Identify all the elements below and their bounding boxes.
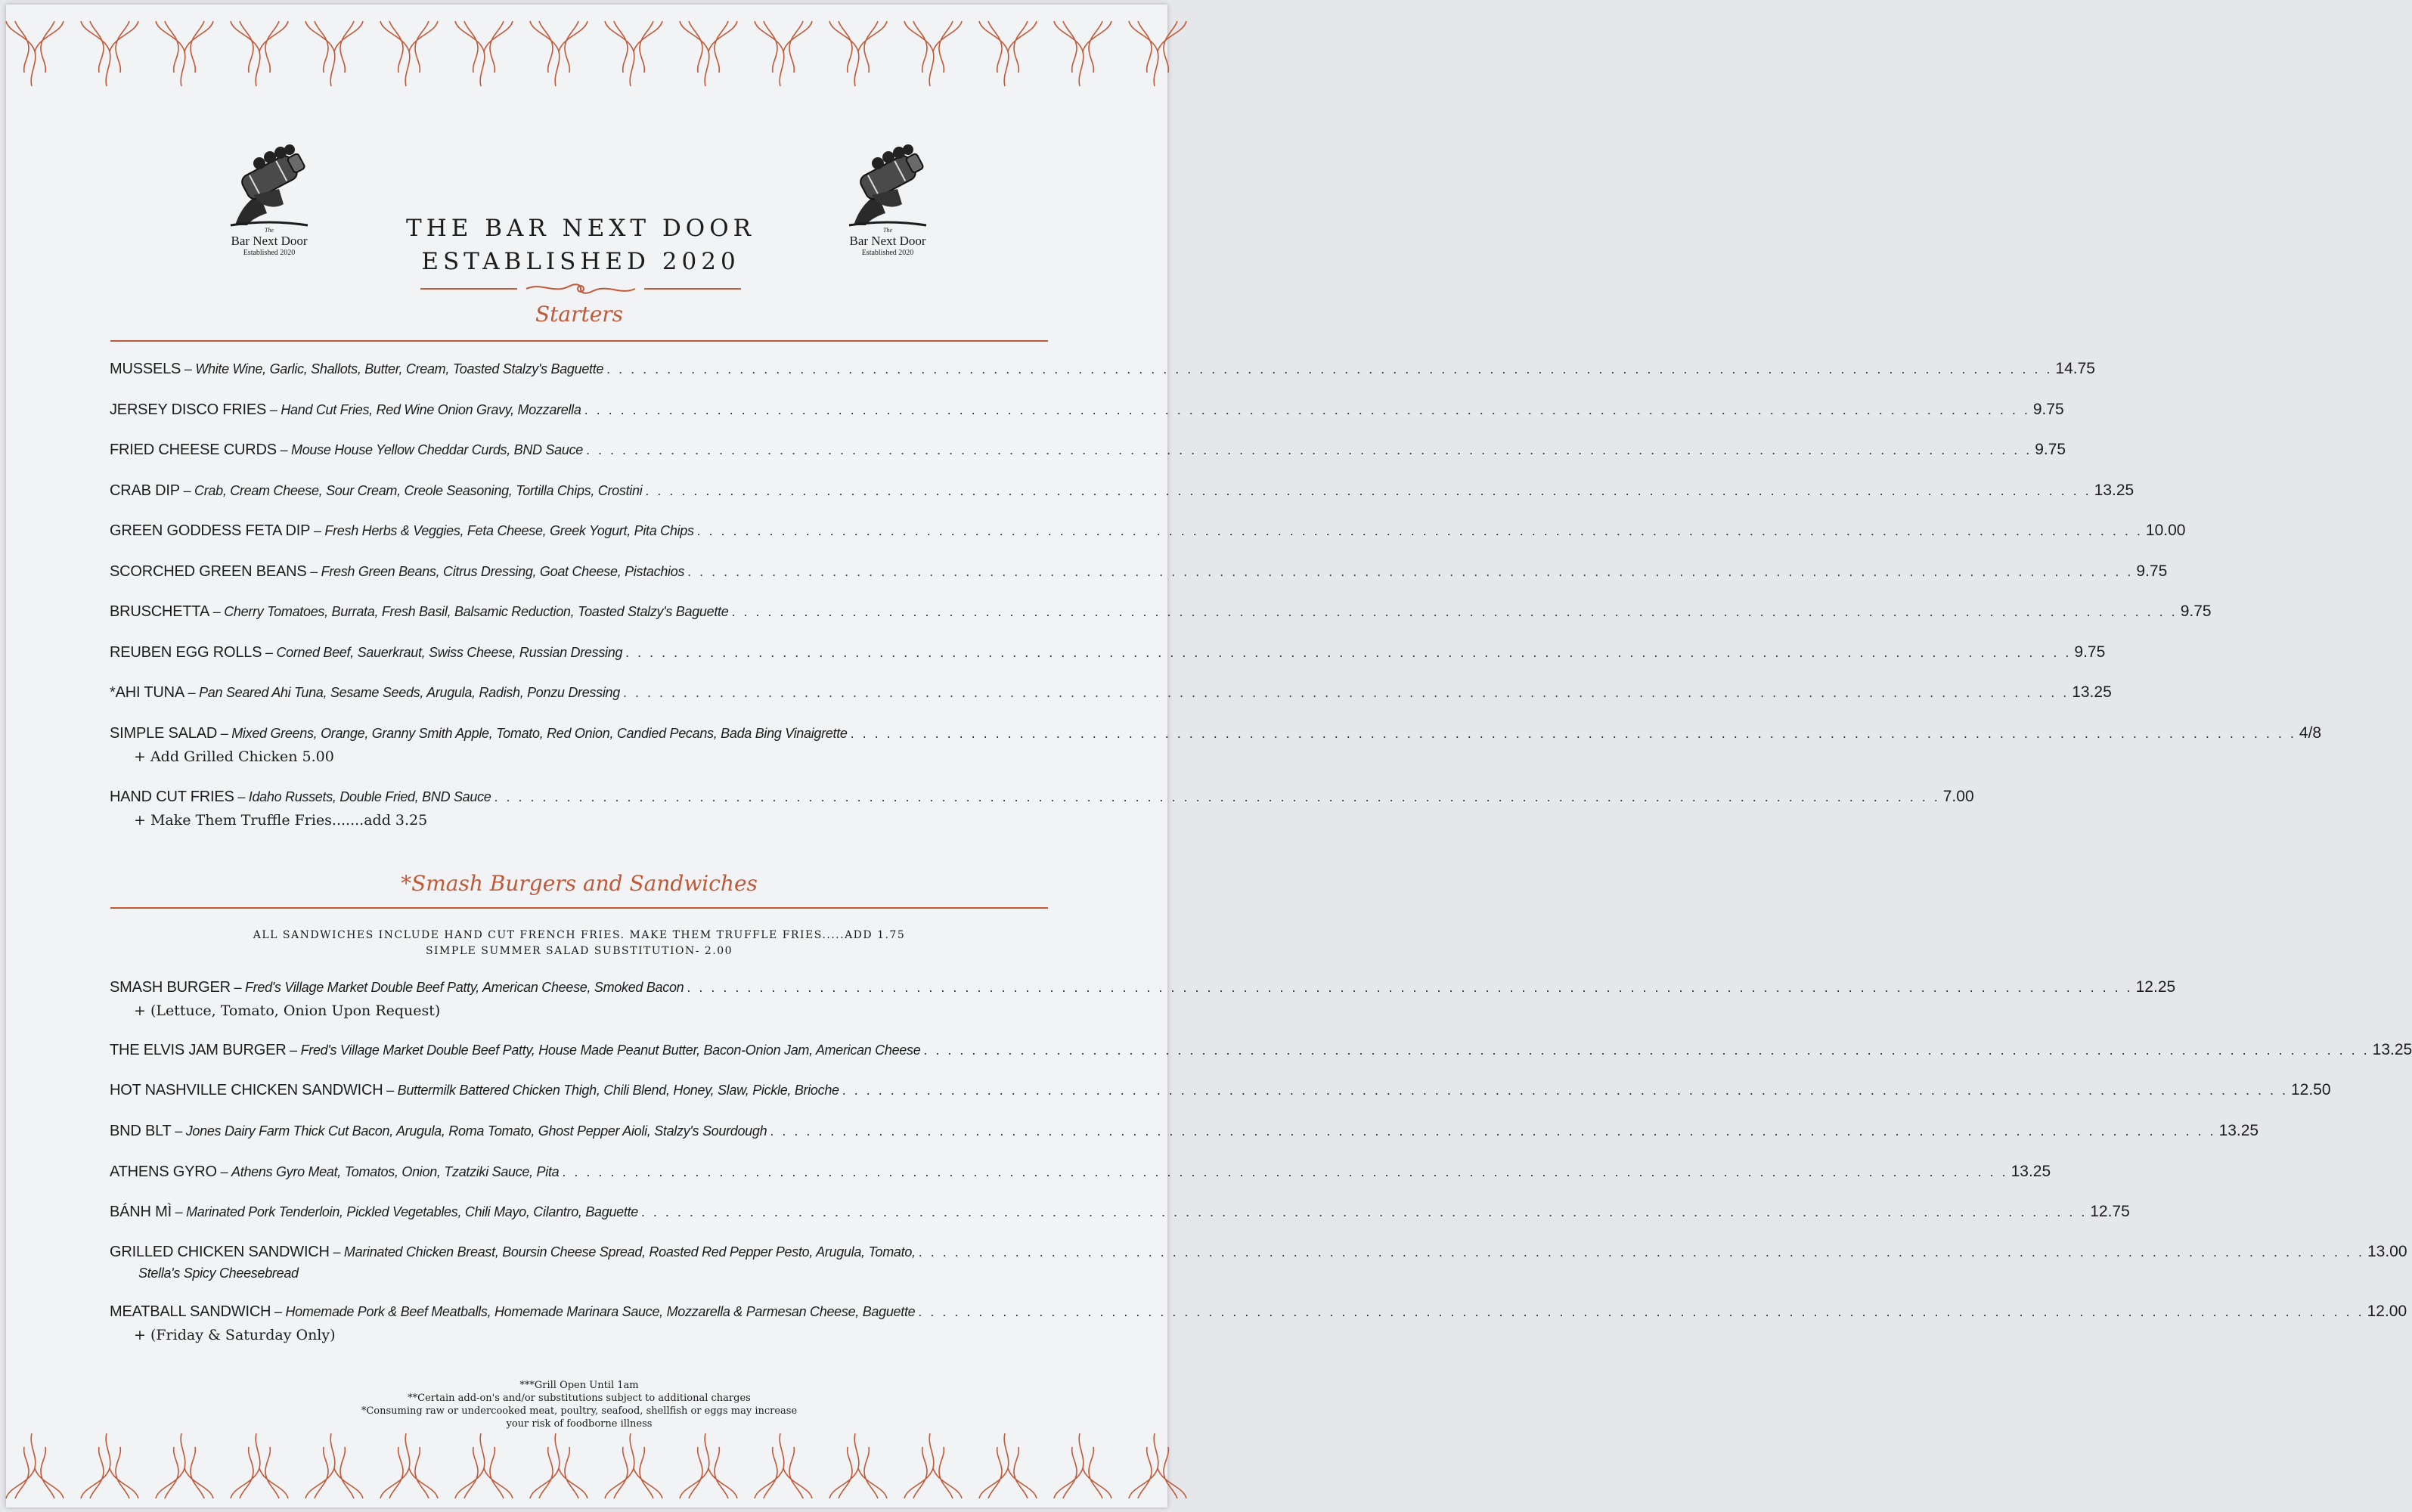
menu-item-price: 9.75 xyxy=(2035,441,2066,458)
section-title-starters: Starters xyxy=(535,302,624,327)
dot-leader: . . . . . . . . . . . . . . . . . . . . . . . . . . . . . . . . . . . . . . . . . . . . . . . . . . . . . . . . . . . . . . . . . . . . . . . . . . . . . . . . . . . . . . . . . . . . . . . . . . . . . . . . . . . . . . . . . . . . . . . . xyxy=(918,1244,2364,1259)
menu-item-name: SMASH BURGER xyxy=(110,979,231,996)
menu-item-description: Marinated Chicken Breast, Boursin Cheese Spread, Roasted Red Pepper Pesto, Arugula, Tomato, xyxy=(343,1244,916,1259)
logo-right xyxy=(831,141,944,269)
menu-item-price: 13.25 xyxy=(2072,683,2112,701)
menu-item-description: Buttermilk Battered Chicken Thigh, Chili Blend, Honey, Slaw, Pickle, Brioche xyxy=(397,1083,839,1098)
footer-line-4: your risk of foodborne illness xyxy=(506,1418,653,1430)
menu-item-name: BND BLT xyxy=(110,1123,172,1139)
dot-leader: . . . . . . . . . . . . . . . . . . . . . . . . . . . . . . . . . . . . . . . . . . . . . . . . . . . . . . . . . . . . . . . . . . . . . . . . . . . . . . . . . . . . . . . . . . . . . . . . . . . . . . . . . . . . . . . . . . . . . . . . xyxy=(918,1304,2364,1319)
logo-small-text: The xyxy=(265,227,274,234)
menu-item-separator: – xyxy=(276,442,291,457)
menu-item-name: HOT NASHVILLE CHICKEN SANDWICH xyxy=(110,1082,383,1098)
menu-item xyxy=(110,643,2106,666)
menu-item xyxy=(110,1041,2412,1064)
menu-item xyxy=(110,1203,2130,1225)
menu-item-price: 12.00 xyxy=(2367,1303,2407,1320)
menu-item-price: 9.75 xyxy=(2136,562,2168,580)
dot-leader: . . . . . . . . . . . . . . . . . . . . . . . . . . . . . . . . . . . . . . . . . . . . . . . . . . . . . . . . . . . . . . . . . . . . . . . . . . . . . . . . . . . . . . . . . . . . . . . . . . . . . . . . . . . . . . . . . . . . . . . . xyxy=(923,1043,2370,1058)
menu-item-description: Fred's Village Market Double Beef Patty, House Made Peanut Butter, Bacon-Onion Jam, American Cheese xyxy=(300,1043,921,1058)
menu-item-description: Homemade Pork & Beef Meatballs, Homemade Marinara Sauce, Mozzarella & Parmesan Cheese, Baguette xyxy=(285,1304,916,1319)
menu-item-price: 9.75 xyxy=(2074,643,2106,661)
restaurant-title xyxy=(354,212,808,278)
footer-line-1: ***Grill Open Until 1am xyxy=(519,1380,639,1391)
menu-item-price: 4/8 xyxy=(2299,724,2322,742)
section-rule-starters xyxy=(110,340,1048,342)
menu-item-row xyxy=(110,360,2095,383)
menu-item-description: Hand Cut Fries, Red Wine Onion Gravy, Mozzarella xyxy=(281,402,581,417)
menu-item-description: Corned Beef, Sauerkraut, Swiss Cheese, Russian Dressing xyxy=(276,645,623,660)
menu-item-separator: – xyxy=(234,789,249,804)
dot-leader: . . . . . . . . . . . . . . . . . . . . . . . . . . . . . . . . . . . . . . . . . . . . . . . . . . . . . . . . . . . . . . . . . . . . . . . . . . . . . . . . . . . . . . . . . . . . . . . . . . . . . . . . . . . . . . . . . . . . . . . . xyxy=(562,1164,2008,1179)
menu-item-description: Idaho Russets, Double Fried, BND Sauce xyxy=(248,789,491,804)
menu-item-separator: – xyxy=(310,523,325,538)
sandwich-notice-line-2: SIMPLE SUMMER SALAD SUBSTITUTION- 2.00 xyxy=(425,945,733,957)
menu-item-separator: – xyxy=(286,1043,301,1058)
menu-item xyxy=(110,562,2168,585)
menu-item-price: 13.00 xyxy=(2367,1243,2407,1260)
menu-item xyxy=(110,360,2095,383)
menu-item-row xyxy=(110,1122,2259,1145)
dot-leader: . . . . . . . . . . . . . . . . . . . . . . . . . . . . . . . . . . . . . . . . . . . . . . . . . . . . . . . . . . . . . . . . . . . . . . . . . . . . . . . . . . . . . . . . . . . . . . . . . . . . . . . . . . . . . . . . . . . . . . . . xyxy=(584,402,2030,417)
logo-established: Established 2020 xyxy=(243,249,296,257)
menu-item-description: Cherry Tomatoes, Burrata, Fresh Basil, Balsamic Reduction, Toasted Stalzy's Baguette xyxy=(224,604,729,619)
menu-item-name: *AHI TUNA xyxy=(110,684,184,701)
section-title-burgers: *Smash Burgers and Sandwiches xyxy=(401,871,758,896)
menu-item-row xyxy=(110,482,2135,504)
footer-line-3: *Consuming raw or undercooked meat, poultry, seafood, shellfish or eggs may increase xyxy=(361,1405,798,1417)
menu-item-row xyxy=(110,562,2168,585)
menu-item-description: White Wine, Garlic, Shallots, Butter, Cream, Toasted Stalzy's Baguette xyxy=(195,361,604,376)
menu-item-name: THE ELVIS JAM BURGER xyxy=(110,1042,287,1058)
logo-established: Established 2020 xyxy=(861,249,914,257)
menu-item-separator: – xyxy=(171,1123,186,1139)
menu-item xyxy=(110,522,2186,544)
dot-leader: . . . . . . . . . . . . . . . . . . . . . . . . . . . . . . . . . . . . . . . . . . . . . . . . . . . . . . . . . . . . . . . . . . . . . . . . . . . . . . . . . . . . . . . . . . . . . . . . . . . . . . . . . . . . . . . . . . . . . . . . xyxy=(585,442,2032,457)
menu-item xyxy=(110,1243,2407,1281)
menu-item-addon: + Add Grilled Chicken 5.00 xyxy=(134,748,334,765)
menu-item xyxy=(110,1303,2407,1348)
title-line-1: THE BAR NEXT DOOR xyxy=(406,215,755,242)
menu-item-name: REUBEN EGG ROLLS xyxy=(110,644,262,661)
menu-item-price: 12.50 xyxy=(2290,1081,2331,1098)
menu-item-separator: – xyxy=(179,483,194,498)
logo-small-text: The xyxy=(883,227,892,234)
menu-item-description: Athens Gyro Meat, Tomatos, Onion, Tzatziki Sauce, Pita xyxy=(231,1164,560,1179)
menu-item-name: SIMPLE SALAD xyxy=(110,725,218,742)
menu-item-row xyxy=(110,522,2186,544)
logo-left xyxy=(212,141,326,269)
menu-item-row xyxy=(110,441,2066,463)
menu-item xyxy=(110,482,2135,504)
menu-item xyxy=(110,603,2212,625)
menu-item-row xyxy=(110,1243,2407,1266)
menu-item-addon: + (Lettuce, Tomato, Onion Upon Request) xyxy=(134,1002,441,1019)
menu-item-separator: – xyxy=(171,1204,187,1219)
dot-leader: . . . . . . . . . . . . . . . . . . . . . . . . . . . . . . . . . . . . . . . . . . . . . . . . . . . . . . . . . . . . . . . . . . . . . . . . . . . . . . . . . . . . . . . . . . . . . . . . . . . . . . . . . . . . . . . . . . . . . . . . xyxy=(850,726,2296,741)
menu-item-name: GREEN GODDESS FETA DIP xyxy=(110,522,311,539)
menu-item-price: 7.00 xyxy=(1942,788,1974,805)
menu-item-row xyxy=(110,1163,2051,1185)
menu-item xyxy=(110,978,2176,1024)
menu-item-name: BÁNH MÌ xyxy=(110,1204,172,1220)
menu-item-description: Fresh Green Beans, Citrus Dressing, Goat Cheese, Pistachios xyxy=(321,564,685,579)
menu-page xyxy=(6,5,2412,1507)
menu-item-separator: – xyxy=(181,361,196,376)
dot-leader: . . . . . . . . . . . . . . . . . . . . . . . . . . . . . . . . . . . . . . . . . . . . . . . . . . . . . . . . . . . . . . . . . . . . . . . . . . . . . . . . . . . . . . . . . . . . . . . . . . . . . . . . . . . . . . . . . . . . . . . . xyxy=(842,1083,2288,1098)
menu-item-name: BRUSCHETTA xyxy=(110,603,210,620)
menu-item-addon: + Make Them Truffle Fries.......add 3.25 xyxy=(134,812,428,829)
logo-name: Bar Next Door xyxy=(231,234,308,248)
menu-item-description: Mixed Greens, Orange, Granny Smith Apple, Tomato, Red Onion, Candied Pecans, Bada Bing Vinaigrette xyxy=(231,726,848,741)
sandwich-notice-line-1: ALL SANDWICHES INCLUDE HAND CUT FRENCH FRIES. MAKE THEM TRUFFLE FRIES.....ADD 1.75 xyxy=(253,929,906,941)
menu-item-name: FRIED CHEESE CURDS xyxy=(110,442,277,458)
menu-item-row xyxy=(110,401,2064,423)
menu-item-row xyxy=(110,724,2322,747)
menu-item-name: CRAB DIP xyxy=(110,482,180,499)
menu-item-price: 9.75 xyxy=(2180,603,2212,620)
menu-item-separator: – xyxy=(271,1304,286,1319)
title-flourish-ornament xyxy=(420,280,741,297)
menu-item xyxy=(110,1163,2051,1185)
decorative-border-top xyxy=(6,20,1167,88)
cocktail-shaker-hand-icon xyxy=(220,141,318,231)
dot-leader: . . . . . . . . . . . . . . . . . . . . . . . . . . . . . . . . . . . . . . . . . . . . . . . . . . . . . . . . . . . . . . . . . . . . . . . . . . . . . . . . . . . . . . . . . . . . . . . . . . . . . . . . . . . . . . . . . . . . . . . . xyxy=(640,1204,2088,1219)
menu-item-separator: – xyxy=(306,564,321,579)
menu-item-row xyxy=(110,1303,2407,1325)
menu-item-separator: – xyxy=(383,1083,398,1098)
menu-item-description: Marinated Pork Tenderloin, Pickled Vegetables, Chili Mayo, Cilantro, Baguette xyxy=(186,1204,638,1219)
menu-item-price: 13.25 xyxy=(2218,1122,2259,1139)
menu-item-name: MEATBALL SANDWICH xyxy=(110,1303,271,1320)
dot-leader: . . . . . . . . . . . . . . . . . . . . . . . . . . . . . . . . . . . . . . . . . . . . . . . . . . . . . . . . . . . . . . . . . . . . . . . . . . . . . . . . . . . . . . . . . . . . . . . . . . . . . . . . . . . . . . . . . . . . . . . . xyxy=(696,523,2143,538)
menu-item-name: ATHENS GYRO xyxy=(110,1163,217,1180)
footer-notes xyxy=(110,1379,1048,1430)
menu-item-name: HAND CUT FRIES xyxy=(110,789,234,805)
menu-item xyxy=(110,683,2112,706)
menu-item-separator: – xyxy=(230,980,245,995)
menu-item-description: Jones Dairy Farm Thick Cut Bacon, Arugula, Roma Tomato, Ghost Pepper Aioli, Stalzy's Sourdough xyxy=(185,1123,767,1139)
footer-line-2: **Certain add-on's and/or substitutions subject to additional charges xyxy=(408,1393,751,1404)
menu-item-price: 13.25 xyxy=(2011,1163,2051,1180)
menu-item-separator: – xyxy=(216,1164,232,1179)
menu-item xyxy=(110,724,2322,770)
menu-item-separator: – xyxy=(209,604,225,619)
dot-leader: . . . . . . . . . . . . . . . . . . . . . . . . . . . . . . . . . . . . . . . . . . . . . . . . . . . . . . . . . . . . . . . . . . . . . . . . . . . . . . . . . . . . . . . . . . . . . . . . . . . . . . . . . . . . . . . . . . . . . . . . xyxy=(687,564,2134,579)
menu-item-row xyxy=(110,788,1974,810)
menu-item-description: Pan Seared Ahi Tuna, Sesame Seeds, Arugula, Radish, Ponzu Dressing xyxy=(199,685,620,700)
decorative-border-bottom xyxy=(6,1432,1167,1500)
menu-item-name: MUSSELS xyxy=(110,361,181,377)
menu-item-separator: – xyxy=(266,402,281,417)
menu-item-name: JERSEY DISCO FRIES xyxy=(110,401,267,418)
menu-item-row xyxy=(110,1041,2412,1064)
menu-item-price: 12.25 xyxy=(2135,978,2176,996)
dot-leader: . . . . . . . . . . . . . . . . . . . . . . . . . . . . . . . . . . . . . . . . . . . . . . . . . . . . . . . . . . . . . . . . . . . . . . . . . . . . . . . . . . . . . . . . . . . . . . . . . . . . . . . . . . . . . . . . . . . . . . . . xyxy=(494,789,1940,804)
menu-item-row xyxy=(110,643,2106,666)
menu-item-description: Fresh Herbs & Veggies, Feta Cheese, Greek Yogurt, Pita Chips xyxy=(324,523,694,538)
menu-item-row xyxy=(110,1081,2331,1104)
menu-item-row xyxy=(110,978,2176,1001)
menu-item-row xyxy=(110,603,2212,625)
menu-item-description: Mouse House Yellow Cheddar Curds, BND Sauce xyxy=(291,442,583,457)
menu-item-price: 10.00 xyxy=(2145,522,2186,539)
menu-item-price: 13.25 xyxy=(2094,482,2135,499)
dot-leader: . . . . . . . . . . . . . . . . . . . . . . . . . . . . . . . . . . . . . . . . . . . . . . . . . . . . . . . . . . . . . . . . . . . . . . . . . . . . . . . . . . . . . . . . . . . . . . . . . . . . . . . . . . . . . . . . . . . . . . . . xyxy=(731,604,2178,619)
menu-item-name: SCORCHED GREEN BEANS xyxy=(110,563,307,580)
menu-item-name: GRILLED CHICKEN SANDWICH xyxy=(110,1244,330,1260)
menu-item xyxy=(110,788,1974,833)
menu-item-description: Crab, Cream Cheese, Sour Cream, Creole Seasoning, Tortilla Chips, Crostini xyxy=(194,483,643,498)
dot-leader: . . . . . . . . . . . . . . . . . . . . . . . . . . . . . . . . . . . . . . . . . . . . . . . . . . . . . . . . . . . . . . . . . . . . . . . . . . . . . . . . . . . . . . . . . . . . . . . . . . . . . . . . . . . . . . . . . . . . . . . . xyxy=(622,685,2069,700)
menu-item-price: 12.75 xyxy=(2090,1203,2130,1220)
logo-name: Bar Next Door xyxy=(849,234,926,248)
menu-item-addon: + (Friday & Saturday Only) xyxy=(134,1327,336,1343)
section-rule-burgers xyxy=(110,907,1048,909)
dot-leader: . . . . . . . . . . . . . . . . . . . . . . . . . . . . . . . . . . . . . . . . . . . . . . . . . . . . . . . . . . . . . . . . . . . . . . . . . . . . . . . . . . . . . . . . . . . . . . . . . . . . . . . . . . . . . . . . . . . . . . . . xyxy=(606,361,2053,376)
title-line-2: ESTABLISHED 2020 xyxy=(421,248,740,275)
menu-item xyxy=(110,401,2064,423)
dot-leader: . . . . . . . . . . . . . . . . . . . . . . . . . . . . . . . . . . . . . . . . . . . . . . . . . . . . . . . . . . . . . . . . . . . . . . . . . . . . . . . . . . . . . . . . . . . . . . . . . . . . . . . . . . . . . . . . . . . . . . . . xyxy=(645,483,2091,498)
menu-item-separator: – xyxy=(262,645,277,660)
dot-leader: . . . . . . . . . . . . . . . . . . . . . . . . . . . . . . . . . . . . . . . . . . . . . . . . . . . . . . . . . . . . . . . . . . . . . . . . . . . . . . . . . . . . . . . . . . . . . . . . . . . . . . . . . . . . . . . . . . . . . . . . xyxy=(770,1123,2216,1139)
menu-item xyxy=(110,1122,2259,1145)
menu-item-description-continued: Stella's Spicy Cheesebread xyxy=(138,1266,299,1281)
cocktail-shaker-hand-icon xyxy=(839,141,937,231)
menu-item xyxy=(110,441,2066,463)
dot-leader: . . . . . . . . . . . . . . . . . . . . . . . . . . . . . . . . . . . . . . . . . . . . . . . . . . . . . . . . . . . . . . . . . . . . . . . . . . . . . . . . . . . . . . . . . . . . . . . . . . . . . . . . . . . . . . . . . . . . . . . . xyxy=(687,980,2133,995)
menu-item-price: 14.75 xyxy=(2055,360,2095,377)
menu-item-separator: – xyxy=(217,726,232,741)
menu-item-row xyxy=(110,683,2112,706)
menu-item-price: 9.75 xyxy=(2032,401,2064,418)
menu-item-separator: – xyxy=(184,685,200,700)
menu-item-separator: – xyxy=(329,1244,344,1259)
menu-item xyxy=(110,1081,2331,1104)
dot-leader: . . . . . . . . . . . . . . . . . . . . . . . . . . . . . . . . . . . . . . . . . . . . . . . . . . . . . . . . . . . . . . . . . . . . . . . . . . . . . . . . . . . . . . . . . . . . . . . . . . . . . . . . . . . . . . . . . . . . . . . . xyxy=(625,645,2072,660)
menu-item-row xyxy=(110,1203,2130,1225)
menu-item-price: 13.25 xyxy=(2372,1041,2412,1058)
menu-item-description: Fred's Village Market Double Beef Patty, American Cheese, Smoked Bacon xyxy=(244,980,684,995)
